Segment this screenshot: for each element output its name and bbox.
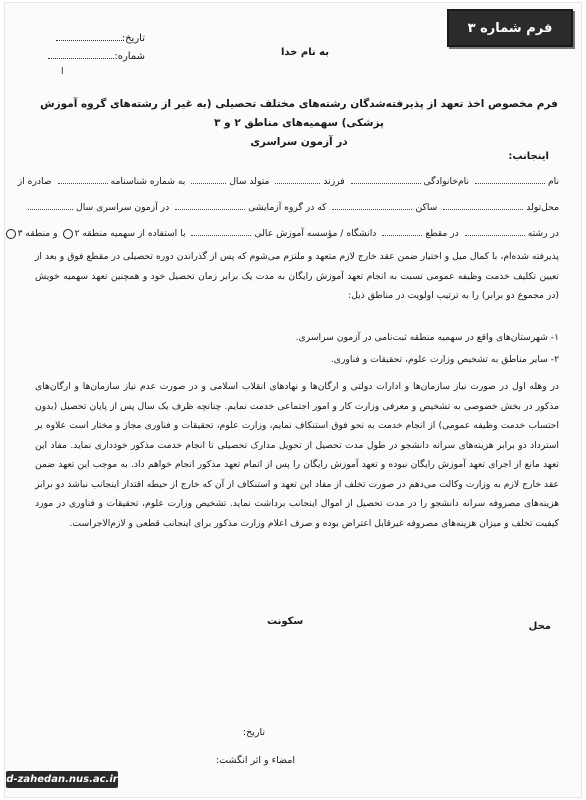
number-blank[interactable] bbox=[48, 58, 114, 59]
last-name-blank[interactable] bbox=[351, 173, 421, 184]
field-row-1 bbox=[17, 169, 559, 195]
list-item: ۲- سایر مناطق به تشخیص وزارت علوم، تحقیقات و فناوری. bbox=[330, 354, 559, 365]
addressee-label: اینجانب: bbox=[508, 151, 549, 162]
child-of-label: فرزند bbox=[323, 176, 345, 187]
date-blank[interactable] bbox=[56, 40, 122, 41]
ink-mark: ا bbox=[61, 67, 64, 77]
signature-label: امضاء و اثر انگشت: bbox=[215, 755, 295, 766]
id-number-label: به شماره شناسنامه bbox=[110, 176, 186, 187]
last-name-label: نام‌خانوادگی bbox=[423, 176, 470, 187]
list-item: ۱- شهرستان‌های واقع در سهمیه منطقه ثبت‌نامی در آزمون سراسری. bbox=[295, 332, 559, 343]
birthplace-blank[interactable] bbox=[443, 199, 523, 210]
quota-region-2-label: با استفاده از سهمیه منطقه ۲ bbox=[74, 228, 186, 239]
degree-blank[interactable] bbox=[382, 225, 422, 236]
residence-label: سکونت bbox=[267, 616, 304, 627]
signature-date-field bbox=[155, 727, 265, 738]
first-name-label: نام bbox=[547, 176, 559, 187]
major-blank[interactable] bbox=[465, 225, 525, 236]
resident-blank[interactable] bbox=[332, 199, 412, 210]
degree-label: در مقطع bbox=[425, 228, 459, 239]
number-field bbox=[35, 51, 145, 62]
date-label: تاریخ: bbox=[121, 33, 145, 44]
date-field bbox=[35, 33, 145, 44]
exam-group-blank[interactable] bbox=[175, 199, 245, 210]
birthplace-label: محل‌تولد bbox=[526, 202, 559, 213]
first-name-blank[interactable] bbox=[475, 173, 545, 184]
university-label: دانشگاه / مؤسسه آموزش عالی bbox=[254, 228, 377, 239]
exam-year-blank[interactable] bbox=[28, 199, 73, 210]
commitment-paragraph-1: پذیرفته شده‌ام، با کمال میل و اختیار ضمن عقد خارج لازم متعهد و ملتزم می‌شوم که پس از گذراندن دوره تحصیلی در مقطع فوق و بعد از تعیین تکلیف خدمت وظیفه عمومی نسبت به انجام تعهد آموزش رایگان به مدت یک برابر زمان تحصیل خود و همچنین تعهد سهمیه خویش (در مجموع دو برابر) را به ترتیب اولویت در مناطق ذیل: bbox=[35, 251, 559, 301]
number-label: شماره: bbox=[114, 51, 145, 62]
field-row-3 bbox=[17, 221, 559, 247]
title-line-2: در آزمون سراسری bbox=[250, 136, 348, 148]
exam-group-label: که در گروه آزمایشی bbox=[248, 202, 327, 213]
father-name-blank[interactable] bbox=[275, 173, 320, 184]
birth-year-label: متولد سال bbox=[229, 176, 270, 187]
exam-year-label: در آزمون سراسری سال bbox=[76, 202, 170, 213]
personal-info-fields bbox=[17, 169, 559, 247]
region-2-checkbox[interactable] bbox=[63, 229, 73, 239]
title-line-1: فرم مخصوص اخذ تعهد از پذیرفته‌شدگان رشته‌های مختلف تحصیلی (به غیر از رشته‌های گروه آموزش پزشکی) سهمیه‌های مناطق ۲ و ۳ bbox=[40, 98, 558, 129]
id-number-blank[interactable] bbox=[58, 173, 108, 184]
form-number-badge: فرم شماره ۳ bbox=[447, 9, 573, 47]
commitment-paragraph-2: در وهله اول در صورت نیاز سازمان‌ها و ادارات دولتی و ارگان‌ها و نهادهای انقلاب اسلامی و در صورت عدم نیاز سازمان‌ها و ارگان‌های مذکور در بخش خصوصی به تشخیص و معرفی وزارت کار و امور اجتماعی خدمت نمایم. چنانچه ظرف یک سال پس از پایان تحصیل (بدون احتساب خدمت وظیفه عمومی) از انجام خدمت به نحو فوق استنکاف نمایم، وزارت علوم، تحقیقات و فناوری مجاز و مختار است علاوه بر استرداد دو برابر هزینه‌های سرانه دانشجو در طول مدت تحصیل از تحویل مدارک تحصیلی تا انجام خدمت مذکور خودداری نماید. مفاد این تعهد مانع از اجرای تعهد آموزش رایگان نبوده و تعهد آموزش رایگان را پس از اتمام تعهد مذکور انجام خواهم داد. به موجب این تعهد ضمن عقد خارج لازم به وزارت وکالت می‌دهم در صورت تخلف از مفاد این تعهد و استنکاف از آن که خارج از حیطه اقتدار اینجانب نباشد دو برابر هزینه‌های مصروفه سرانه دانشجو را در مدت تحصیل از اموال اینجانب برداشت نماید. تشخیص وزارت علوم، تحقیقات و فناوری در مورد کیفیت تخلف و میزان هزینه‌های مصروفه غیرقابل اعتراض بوده و صرف اعلام وزارت مذکور برای اینجانب قطعی و لازم‌الاجراست. bbox=[35, 381, 559, 529]
field-row-2 bbox=[35, 195, 559, 221]
university-blank[interactable] bbox=[191, 225, 251, 236]
birth-year-blank[interactable] bbox=[191, 173, 226, 184]
place-label: محل bbox=[528, 621, 551, 632]
quota-region-3-label: و منطقه ۳ bbox=[17, 228, 58, 239]
signature-date-label: تاریخ: bbox=[242, 727, 265, 738]
signature-field bbox=[155, 755, 295, 766]
major-label: در رشته bbox=[527, 228, 559, 239]
site-watermark: d-zahedan.nus.ac.ir bbox=[6, 771, 118, 788]
region-priority-list bbox=[35, 327, 559, 371]
issued-from-label: صادره از bbox=[17, 176, 52, 187]
resident-label: ساکن bbox=[415, 202, 438, 213]
bismillah-heading: به نام خدا bbox=[280, 47, 330, 58]
form-title bbox=[35, 95, 563, 152]
region-3-checkbox[interactable] bbox=[6, 229, 16, 239]
form-page bbox=[4, 2, 582, 798]
